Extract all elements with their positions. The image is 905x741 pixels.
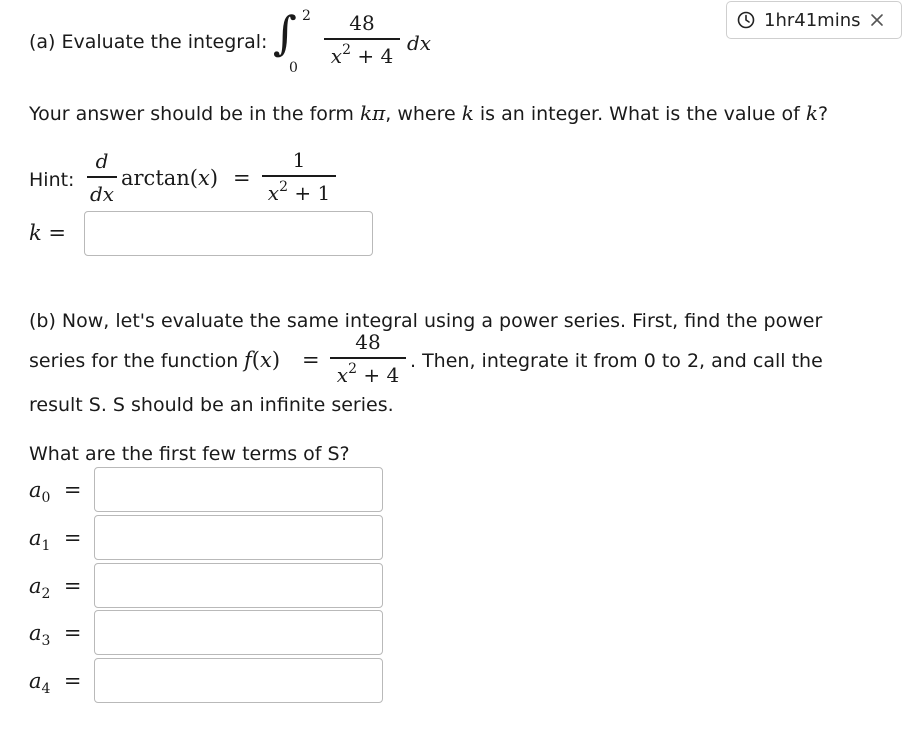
function-equals: = bbox=[302, 348, 320, 372]
hint-rhs-fraction: 1 $x^2 + 1$ bbox=[262, 150, 336, 203]
function-name: f(x) bbox=[244, 348, 281, 372]
series-question: What are the first few terms of S? bbox=[29, 443, 350, 465]
term-label-a4: $a_4$ = bbox=[29, 669, 82, 697]
part-a-instruction: Your answer should be in the form kπ, where k is an integer. What is the value of k? bbox=[29, 101, 829, 125]
hint-label: Hint: bbox=[29, 169, 75, 191]
k-answer-input[interactable] bbox=[84, 211, 373, 256]
hint-derivative-fraction: d dx bbox=[87, 151, 117, 204]
integral-lower-limit: 0 bbox=[289, 60, 298, 76]
term-input-a3[interactable] bbox=[94, 610, 383, 655]
hint-equals: = bbox=[233, 166, 251, 190]
integral-differential: dx bbox=[407, 31, 432, 55]
timer-label: 1hr41mins bbox=[764, 9, 861, 31]
term-input-a4[interactable] bbox=[94, 658, 383, 703]
term-label-a2: $a_2$ = bbox=[29, 574, 82, 602]
part-b-line3: result S. S should be an infinite series. bbox=[29, 394, 394, 416]
function-fraction: 48 $x^2 + 4$ bbox=[330, 332, 406, 385]
term-input-a0[interactable] bbox=[94, 467, 383, 512]
term-input-a1[interactable] bbox=[94, 515, 383, 560]
clock-icon bbox=[737, 11, 755, 29]
close-icon[interactable] bbox=[869, 12, 885, 28]
term-label-a0: $a_0$ = bbox=[29, 478, 82, 506]
k-label: k = bbox=[29, 221, 67, 245]
hint-arctan: arctan(x) bbox=[121, 166, 219, 190]
part-b-line2-pre: series for the function bbox=[29, 350, 239, 372]
integral-numerator: 48 bbox=[349, 11, 375, 35]
part-b-line2-post: . Then, integrate it from 0 to 2, and call the bbox=[410, 350, 823, 372]
term-label-a1: $a_1$ = bbox=[29, 526, 82, 554]
integral-denominator: $x^2 + 4$ bbox=[330, 41, 394, 68]
integral-sign: ∫ bbox=[273, 6, 297, 60]
timer-badge bbox=[726, 1, 902, 39]
fraction-bar bbox=[324, 38, 400, 40]
integral-upper-limit: 2 bbox=[302, 8, 311, 24]
integral-fraction bbox=[324, 13, 400, 66]
term-label-a3: $a_3$ = bbox=[29, 621, 82, 649]
part-b-line1: (b) Now, let's evaluate the same integral using a power series. First, find the power bbox=[29, 310, 823, 332]
term-input-a2[interactable] bbox=[94, 563, 383, 608]
part-a-prompt: (a) Evaluate the integral: bbox=[29, 31, 268, 53]
